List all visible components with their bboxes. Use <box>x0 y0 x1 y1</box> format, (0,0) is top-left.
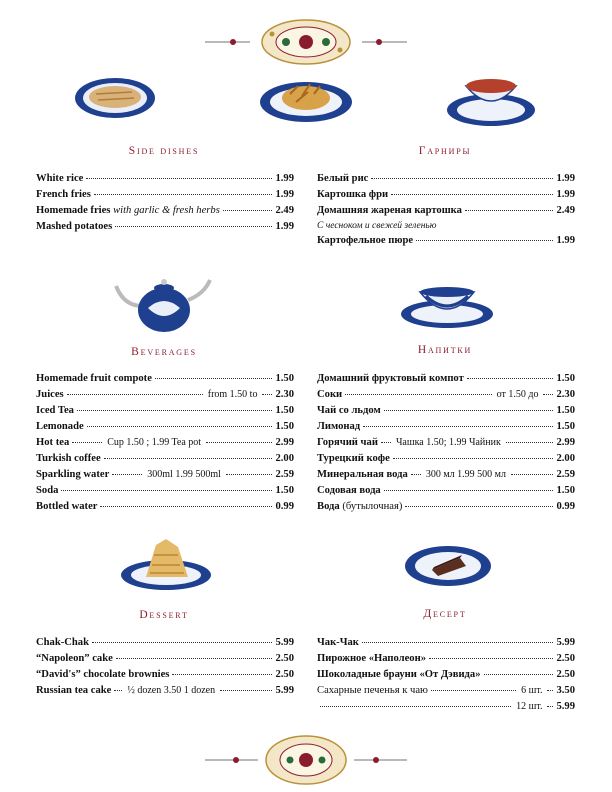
menu-item: “Napoleon” cake 2.50 <box>36 653 294 664</box>
menu-item: Turkish coffee 2.00 <box>36 453 294 464</box>
menu-item: Содовая вода 1.50 <box>317 485 575 496</box>
plate-fries-image <box>258 74 354 124</box>
menu-item: Картошка фри 1.99 <box>317 189 575 200</box>
menu-item: Homemade fruit compote 1.50 <box>36 373 294 384</box>
menu-item: French fries 1.99 <box>36 189 294 200</box>
bottom-ornament <box>0 730 612 790</box>
dessert-title-en: Dessert <box>139 609 189 621</box>
menu-item: Соки от 1.50 до 2.30 <box>317 389 575 400</box>
menu-item: Сахарные печенья к чаю 6 шт. 3.50 <box>317 685 575 696</box>
dessert-list-en <box>36 637 294 701</box>
menu-item: Hot tea Cup 1.50 ; 1.99 Tea pot 2.99 <box>36 437 294 448</box>
side-dishes-title-ru: Гарниры <box>418 145 472 157</box>
dessert-list-ru <box>317 637 575 717</box>
menu-item: Lemonade 1.50 <box>36 421 294 432</box>
bowl-soup-image <box>446 68 536 128</box>
menu-item: Chak-Chak 5.99 <box>36 637 294 648</box>
beverages-title-ru: Напитки <box>417 344 473 356</box>
top-ornament <box>0 12 612 72</box>
side-dishes-list-en <box>36 173 294 237</box>
teapot-image <box>112 272 214 334</box>
menu-item: White rice 1.99 <box>36 173 294 184</box>
teacup-image <box>400 280 494 330</box>
menu-item: Домашний фруктовый компот 1.50 <box>317 373 575 384</box>
menu-item: Домашняя жареная картошка 2.49 <box>317 205 575 216</box>
beverages-title-en: Beverages <box>131 346 197 358</box>
menu-item-note: С чесноком и свежей зеленью <box>317 221 437 231</box>
menu-item: Soda 1.50 <box>36 485 294 496</box>
dessert-title-ru: Десерт <box>423 608 467 620</box>
menu-item: Чай со льдом 1.50 <box>317 405 575 416</box>
menu-item: Homemade fries with garlic & fresh herbs 2.49 <box>36 205 294 216</box>
beverages-list-en <box>36 373 294 517</box>
menu-item: Пирожное «Наполеон» 2.50 <box>317 653 575 664</box>
menu-item: Mashed potatoes 1.99 <box>36 221 294 232</box>
menu-item: Iced Tea 1.50 <box>36 405 294 416</box>
menu-item: Sparkling water 300ml 1.99 500ml 2.59 <box>36 469 294 480</box>
plate-cake-image <box>404 540 492 588</box>
side-dishes-title-en: Side dishes <box>128 145 200 157</box>
menu-item: Juices from 1.50 to 2.30 <box>36 389 294 400</box>
menu-item: “David's” chocolate brownies 2.50 <box>36 669 294 680</box>
menu-item: Картофельное пюре 1.99 <box>317 235 575 246</box>
plate-chakchak-image <box>120 535 212 591</box>
menu-item: 12 шт. 5.99 <box>317 701 575 717</box>
plate-flatbread-image <box>74 72 156 120</box>
menu-item: Горячий чай Чашка 1.50; 1.99 Чайник 2.99 <box>317 437 575 448</box>
menu-item: Турецкий кофе 2.00 <box>317 453 575 464</box>
side-dishes-list-ru <box>317 173 575 251</box>
menu-item: Шоколадные брауни «От Дэвида» 2.50 <box>317 669 575 680</box>
menu-item: Russian tea cake ½ dozen 3.50 1 dozen 5.99 <box>36 685 294 696</box>
menu-item: Чак-Чак 5.99 <box>317 637 575 648</box>
menu-item: Минеральная вода 300 мл 1.99 500 мл 2.59 <box>317 469 575 480</box>
beverages-list-ru <box>317 373 575 517</box>
menu-item: Вода (бутылочная) 0.99 <box>317 501 575 512</box>
menu-item: Лимонад 1.50 <box>317 421 575 432</box>
menu-item: Bottled water 0.99 <box>36 501 294 512</box>
menu-item: Белый рис 1.99 <box>317 173 575 184</box>
